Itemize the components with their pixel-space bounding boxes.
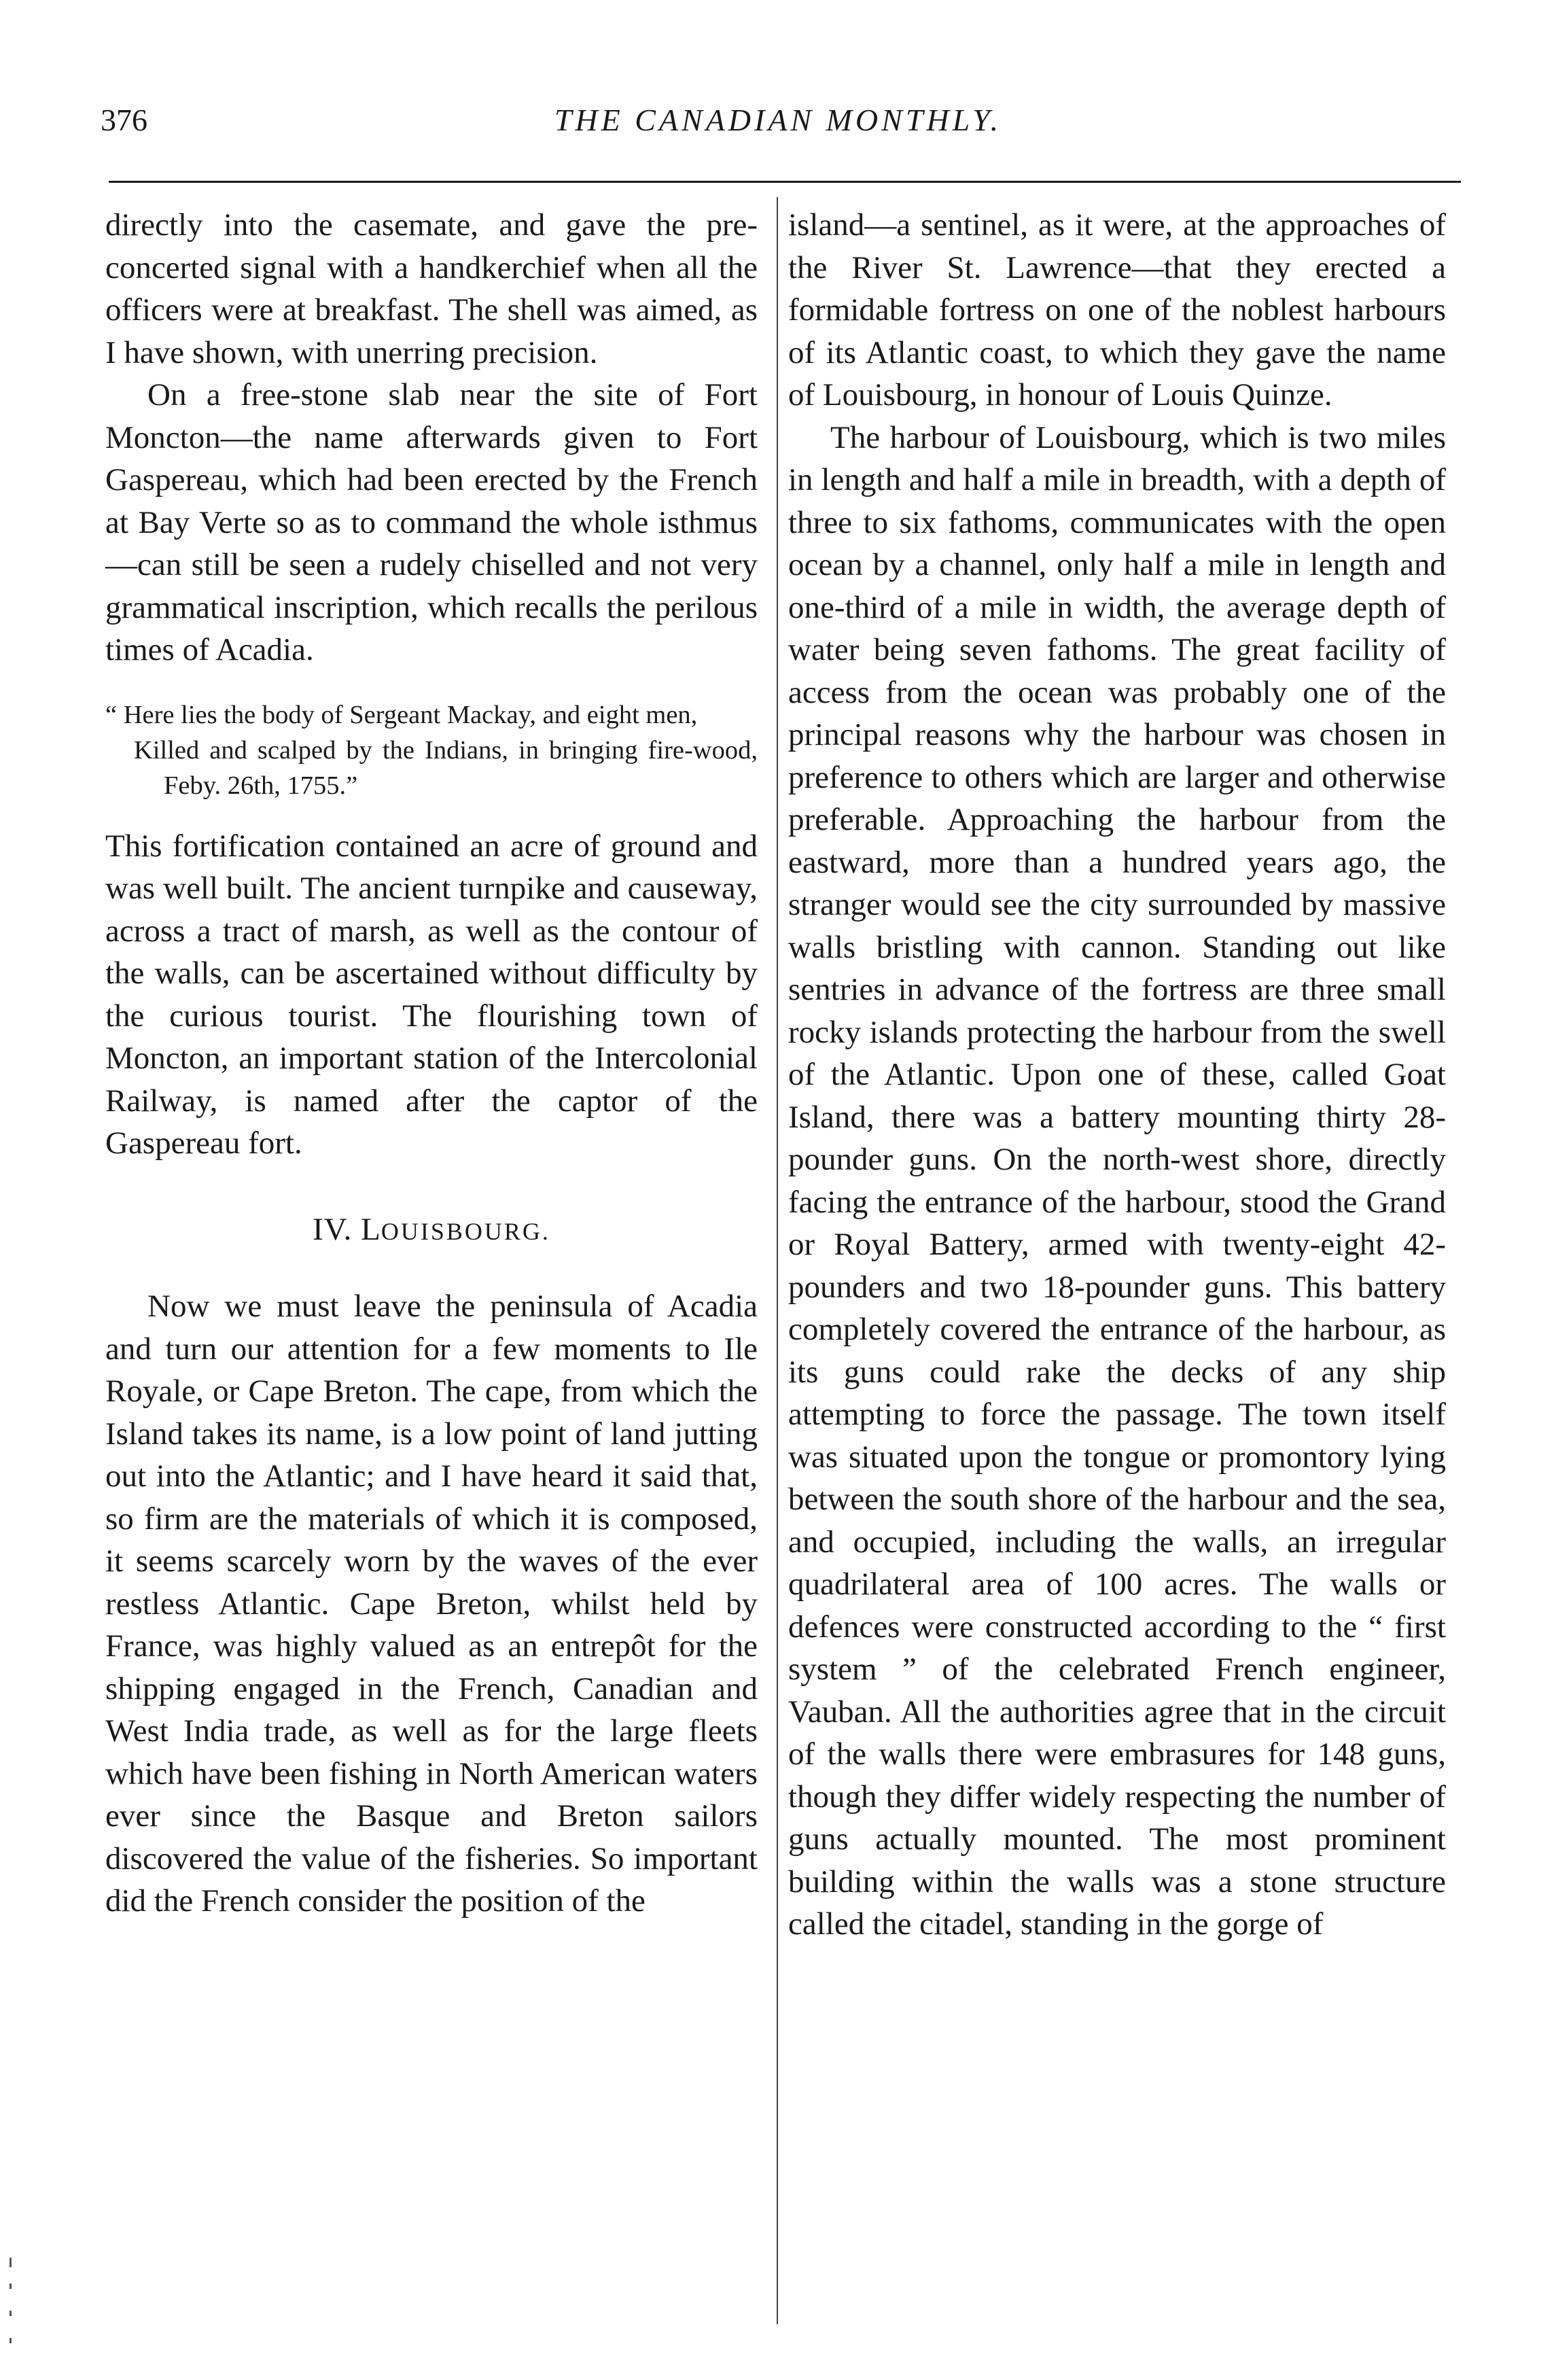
page-header <box>101 102 1455 156</box>
column-divider <box>777 197 778 2324</box>
section-numeral: IV. <box>313 1211 353 1247</box>
margin-mark <box>10 2283 12 2289</box>
inscription-quote <box>105 697 758 803</box>
paragraph: The harbour of Louisbourg, which is two miles in length and half a mile in breadth, with a depth of three to six fathoms, communicates with the open ocean by a channel, only half a mile in length and one-third of a mile in width, the average depth of water being seven fathoms. The great facility of access from the ocean was probably one of the principal reasons why the harbour was chosen in preference to others which are larger and otherwise preferable. Approaching the harbour from the eastward, more than a hundred years ago, the stranger would see the city surrounded by massive walls bristling with cannon. Standing out like sentries in advance of the fortress are three small rocky islands protecting the harbour from the swell of the Atlantic. Upon one of these, called Goat Island, there was a battery mounting thirty 28-pounder guns. On the north-west shore, directly facing the entrance of the harbour, stood the Grand or Royal Battery, armed with twenty-eight 42-pounders and two 18-pounder guns. This battery completely covered the entrance of the harbour, as its guns could rake the decks of any ship attempting to force the passage. The town itself was situated upon the tongue or promontory lying between the south shore of the harbour and the sea, and occupied, including the walls, an irregular quadrilateral area of 100 acres. The walls or defences were constructed according to the “ first system ” of the celebrated French engineer, Vauban. All the authorities agree that in the circuit of the walls there were embrasures for 148 guns, though they differ widely respecting the number of guns actually mounted. The most prominent building within the walls was a stone structure called the citadel, standing in the gorge of <box>788 419 1446 1942</box>
margin-mark <box>10 2258 12 2267</box>
margin-mark <box>10 2311 12 2316</box>
page-number: 376 <box>101 103 147 137</box>
paragraph: directly into the casemate, and gave the pre-concerted signal with a handkerchief when all the officers were at breakfast. The shell was aimed, as I have shown, with unerring precision. <box>105 207 758 370</box>
right-column <box>788 204 1446 1946</box>
paragraph: This fortification contained an acre of ground and was well built. The ancient turnpike and causeway, across a tract of marsh, as well as the contour of the walls, can be ascertained without difficulty by the curious tourist. The flourishing town of Moncton, an important station of the Intercolonial Railway, is named after the captor of the Gaspereau fort. <box>105 828 758 1161</box>
header-rule <box>109 181 1461 183</box>
quote-line: Killed and scalped by the Indians, in bringing fire-wood, Feby. 26th, 1755.” <box>134 735 758 800</box>
quote-line: “ Here lies the body of Sergeant Mackay, and eight men, <box>105 700 698 729</box>
running-title: THE CANADIAN MONTHLY. <box>554 103 1002 137</box>
paragraph: On a free-stone slab near the site of Fort Moncton—the name afterwards given to Fort Gaspereau, which had been erected by the French at Bay Verte so as to command the whole isthmus—can still be seen a rudely chiselled and not very grammatical inscription, which recalls the perilous times of Acadia. <box>105 377 758 667</box>
section-title-rest: OUISBOURG. <box>381 1217 550 1245</box>
margin-mark <box>10 2338 12 2343</box>
left-column <box>105 204 758 1923</box>
section-heading <box>105 1208 758 1253</box>
paragraph: Now we must leave the peninsula of Acadia and turn our attention for a few moments to Ile Royale, or Cape Breton. The cape, from which the Island takes its name, is a low point of land jutting out into the Atlantic; and I have heard it said that, so firm are the materials of which it is composed, it seems scarcely worn by the waves of the ever restless Atlantic. Cape Breton, whilst held by France, was highly valued as an entrepôt for the shipping engaged in the French, Canadian and West India trade, as well as for the large fleets which have been fishing in North American waters ever since the Basque and Breton sailors discovered the value of the fisheries. So important did the French consider the position of the <box>105 1289 758 1919</box>
section-title-initial: L <box>361 1211 381 1247</box>
paragraph: island—a sentinel, as it were, at the approaches of the River St. Lawrence—that they erected a formidable fortress on one of the noblest harbours of its Atlantic coast, to which they gave the name of Louisbourg, in honour of Louis Quinze. <box>788 207 1446 413</box>
